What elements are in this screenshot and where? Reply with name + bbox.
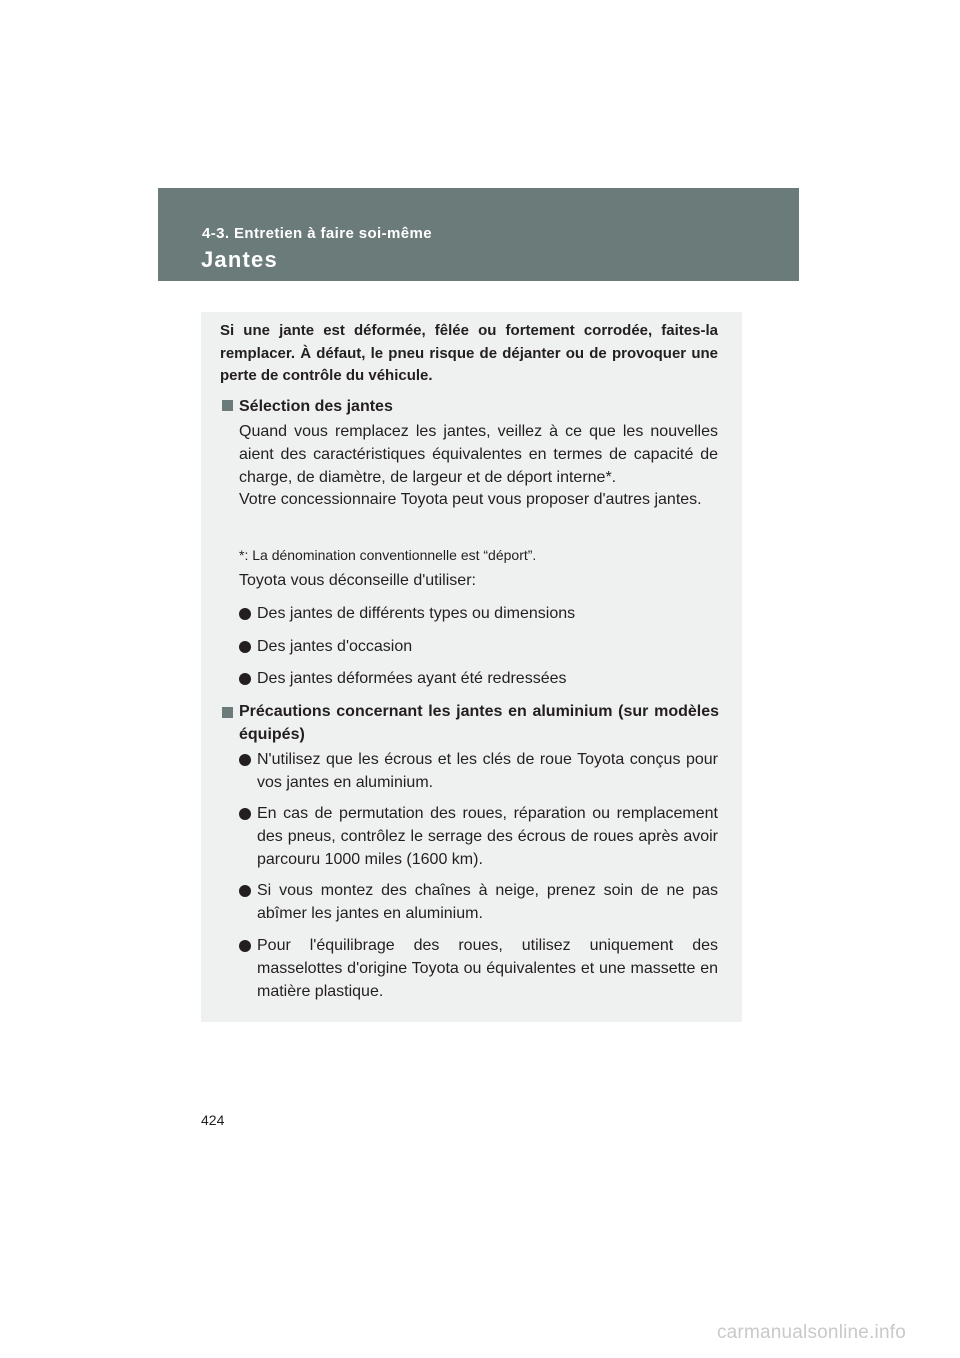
selection-lead: Toyota vous déconseille d'utiliser: xyxy=(239,572,476,589)
selection-heading-text: Sélection des jantes xyxy=(239,398,393,415)
list-item: Si vous montez des chaînes à neige, prenez soin de ne pas abîmer les jantes en aluminium. xyxy=(239,880,718,926)
intro-text: Si une jante est déformée, fêlée ou fortement corrodée, faites-la remplacer. À défaut, le pneu risque de déjanter ou de provoquer une perte de contrôle du véhicule. xyxy=(220,322,718,384)
list-item: Des jantes d'occasion xyxy=(239,636,718,659)
content-box xyxy=(201,312,742,1022)
bullet-dot-icon xyxy=(239,754,251,766)
page-number: 424 xyxy=(201,1112,225,1128)
bullet-dot-icon xyxy=(239,608,251,620)
section-label: 4-3. Entretien à faire soi-même xyxy=(202,225,432,242)
bullet-dot-icon xyxy=(239,808,251,820)
list-item: N'utilisez que les écrous et les clés de roue Toyota conçus pour vos jantes en aluminium. xyxy=(239,749,718,795)
precautions-heading-text: Précautions concernant les jantes en aluminium (sur modèles équipés) xyxy=(239,703,719,743)
watermark: carmanualsonline.info xyxy=(716,1322,906,1343)
precautions-heading xyxy=(222,701,719,746)
list-item: Pour l'équilibrage des roues, utilisez uniquement des masselottes d'origine Toyota ou équivalentes et une massette en matière plastique. xyxy=(239,935,718,1003)
bullet-dot-icon xyxy=(239,940,251,952)
selection-heading xyxy=(222,396,719,419)
list-item: Des jantes déformées ayant été redressées xyxy=(239,668,718,691)
list-item: En cas de permutation des roues, réparation ou remplacement des pneus, contrôlez le serrage des écrous de roues après avoir parcouru 1000 miles (1600 km). xyxy=(239,803,718,871)
selection-paragraph-1: Quand vous remplacez les jantes, veillez à ce que les nouvelles aient des caractéristiques équivalentes en termes de capacité de charge, de diamètre, de largeur et de déport interne*. xyxy=(239,423,718,486)
square-bullet-icon xyxy=(222,400,233,411)
bullet-dot-icon xyxy=(239,641,251,653)
bullet-dot-icon xyxy=(239,885,251,897)
square-bullet-icon xyxy=(222,707,233,718)
list-item: Des jantes de différents types ou dimensions xyxy=(239,603,718,626)
footnote: *: La dénomination conventionnelle est “déport”. xyxy=(239,547,537,563)
selection-paragraph-2: Votre concessionnaire Toyota peut vous proposer d'autres jantes. xyxy=(239,491,702,508)
bullet-dot-icon xyxy=(239,673,251,685)
section-header xyxy=(158,188,799,281)
page-title: Jantes xyxy=(201,247,278,272)
